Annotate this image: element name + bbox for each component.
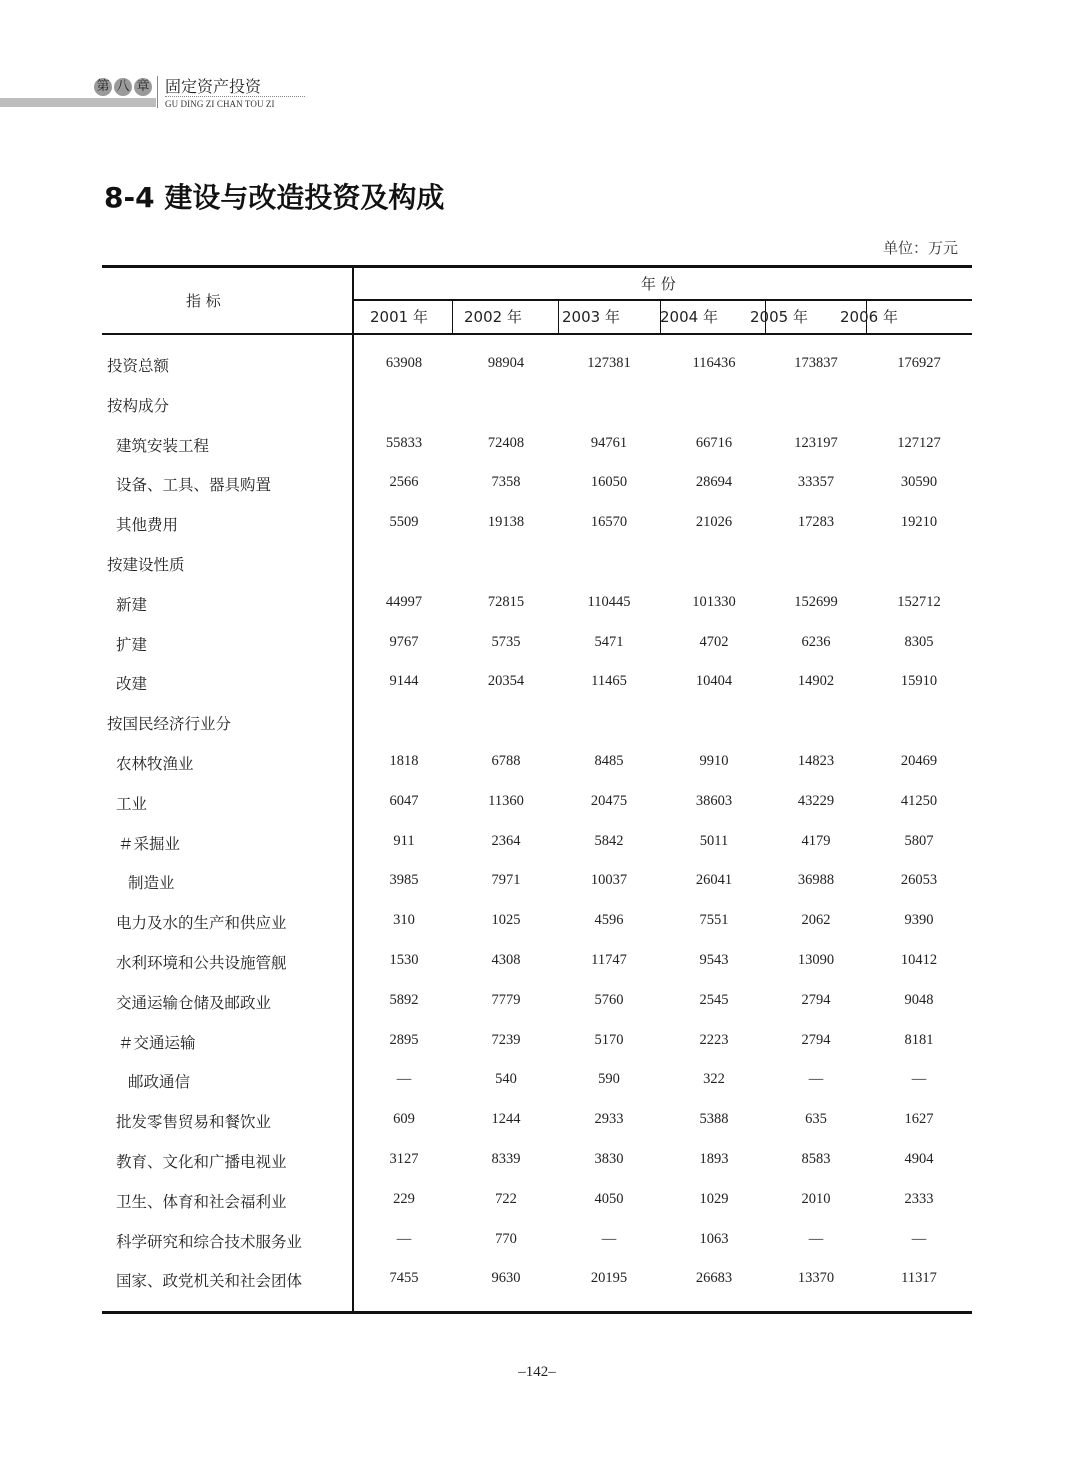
table-cell: 13370 (797, 1270, 835, 1287)
table-cell: 4308 (491, 952, 521, 968)
table-cell: 2566 (389, 474, 419, 491)
year-column-header: 2001 年 (370, 308, 428, 326)
table-cell: 5735 (491, 633, 521, 650)
unit-label: 单位：万元 (882, 239, 958, 257)
row-label: 设备、工具、器具购置 (116, 476, 272, 495)
row-label: 工业 (116, 794, 148, 813)
table-cell: 5170 (594, 1031, 624, 1048)
table-cell: 9910 (699, 753, 729, 769)
table-cell: 55833 (385, 434, 423, 451)
table-cell: 7779 (491, 991, 521, 1008)
table-cell: — (911, 1071, 927, 1088)
table-cell: 1893 (699, 1151, 729, 1167)
table-cell: 20195 (590, 1270, 628, 1287)
table-cell: 3830 (594, 1151, 624, 1167)
table-cell: 11360 (488, 792, 524, 809)
table-cell: 26041 (695, 872, 733, 889)
table-cell: 8339 (491, 1151, 521, 1167)
table-cell: 2223 (699, 1031, 729, 1048)
row-label: 批发零售贸易和餐饮业 (116, 1113, 272, 1132)
table-cell: 127127 (897, 434, 941, 451)
table-cell: 28694 (695, 474, 733, 491)
row-label: 农林牧渔业 (116, 755, 194, 773)
year-column-header: 2002 年 (464, 308, 522, 326)
table-cell: 44997 (385, 593, 423, 610)
table-cell: 310 (393, 912, 415, 929)
table-cell: 20469 (900, 753, 938, 769)
table-cell: 2933 (594, 1111, 624, 1128)
table-cell: 8305 (904, 633, 934, 650)
table-cell: 722 (495, 1190, 517, 1207)
row-label: 交通运输仓储及邮政业 (116, 993, 272, 1012)
year-header: 年 份 (641, 275, 676, 293)
table-cell: 4596 (594, 912, 624, 929)
table-cell: 127381 (587, 355, 631, 371)
section-pinyin: GU DING ZI CHAN TOU ZI (165, 99, 275, 109)
year-column-header: 2004 年 (660, 308, 718, 326)
table-cell: — (911, 1230, 927, 1247)
table-cell: 4179 (801, 832, 831, 849)
table-cell: 1244 (491, 1111, 521, 1128)
table-cell: 36988 (797, 872, 835, 889)
table-cell: 635 (805, 1111, 827, 1128)
table-cell: — (808, 1071, 824, 1088)
table-cell: 176927 (897, 355, 941, 371)
table-cell: 540 (495, 1071, 517, 1088)
chapter-badge (94, 78, 152, 96)
table-cell: 911 (393, 832, 415, 849)
table-cell: 7455 (389, 1270, 419, 1287)
year-column-header: 2005 年 (750, 308, 808, 326)
row-label: 其他费用 (116, 516, 179, 535)
table-cell: 98904 (487, 355, 525, 371)
table-cell: 1025 (491, 912, 521, 929)
year-header-rule (352, 299, 972, 301)
table-cell: 3985 (389, 872, 419, 889)
row-label: ＃交通运输 (118, 1033, 196, 1052)
chapter-char: 八 (114, 78, 132, 96)
table-cell: — (396, 1230, 412, 1247)
table-title: 8-4 建设与改造投资及构成 (104, 181, 445, 214)
table-cell: 41250 (900, 792, 938, 809)
table-cell: 9630 (491, 1270, 521, 1287)
table-cell: 2545 (699, 991, 729, 1008)
table-cell: 26683 (695, 1270, 733, 1287)
row-label: 国家、政党机关和社会团体 (116, 1272, 303, 1291)
table-cell: 770 (495, 1230, 517, 1247)
row-label: ＃采掘业 (118, 834, 181, 853)
table-cell: 322 (703, 1071, 725, 1088)
table-cell: 4904 (904, 1151, 934, 1167)
table-cell: 8583 (801, 1151, 831, 1167)
row-label: 建筑安装工程 (116, 436, 210, 455)
table-cell: 10037 (590, 872, 628, 889)
stub-divider (352, 266, 354, 1313)
table-cell: 17283 (797, 514, 835, 531)
table-cell: 19210 (900, 514, 938, 531)
row-label: 邮政通信 (128, 1073, 191, 1092)
table-cell: 7239 (491, 1031, 521, 1048)
table-cell: 2333 (904, 1190, 934, 1207)
table-cell: 6047 (389, 792, 419, 809)
year-column-header: 2003 年 (562, 308, 620, 326)
table-cell: 9144 (389, 673, 419, 690)
header-bar (0, 98, 156, 107)
row-label: 按构成分 (107, 396, 170, 415)
table-cell: 20354 (487, 673, 525, 690)
table-cell: 72815 (487, 593, 525, 610)
year-column-separator (558, 300, 559, 334)
table-cell: 5509 (389, 514, 419, 531)
table-cell: 609 (393, 1111, 415, 1128)
table-cell: 123197 (794, 434, 838, 451)
header-bottom-rule (102, 333, 972, 335)
table-cell: 11747 (591, 952, 627, 968)
row-label: 新建 (116, 595, 148, 614)
table-cell: 7971 (491, 872, 521, 889)
table-cell: 7551 (699, 912, 729, 929)
table-cell: 30590 (900, 474, 938, 491)
top-rule (102, 265, 972, 268)
table-cell: 5807 (904, 832, 934, 849)
row-label: 教育、文化和广播电视业 (116, 1153, 287, 1171)
table-cell: 94761 (590, 434, 628, 451)
table-cell: 2895 (389, 1031, 419, 1048)
table-cell: 1530 (389, 952, 419, 968)
table-cell: 8485 (594, 753, 624, 769)
table-cell: — (808, 1230, 824, 1247)
table-cell: 63908 (385, 355, 423, 371)
table-cell: 101330 (692, 593, 736, 610)
table-cell: 9048 (904, 991, 934, 1008)
row-label: 水利环境和公共设施管舰 (116, 954, 287, 972)
row-label: 改建 (116, 675, 148, 694)
row-label: 按建设性质 (107, 556, 185, 574)
year-column-separator (452, 300, 453, 334)
table-cell: 229 (393, 1190, 415, 1207)
table-cell: 16570 (590, 514, 628, 531)
table-cell: 10404 (695, 673, 733, 690)
table-cell: 6236 (801, 633, 831, 650)
table-cell: 6788 (491, 753, 521, 769)
table-cell: 11465 (591, 673, 627, 690)
row-label: 科学研究和综合技术服务业 (116, 1232, 303, 1251)
table-cell: 14902 (797, 673, 835, 690)
table-cell: 1818 (389, 753, 419, 769)
table-cell: 9390 (904, 912, 934, 929)
table-cell: 7358 (491, 474, 521, 491)
table-cell: 5388 (699, 1111, 729, 1128)
table-cell: 173837 (794, 355, 838, 371)
table-cell: 1627 (904, 1111, 934, 1128)
table-cell: 1029 (699, 1190, 729, 1207)
table-cell: 1063 (699, 1230, 729, 1247)
table-cell: 5011 (699, 832, 729, 849)
table-cell: 5892 (389, 991, 419, 1008)
table-cell: 13090 (797, 952, 835, 968)
table-cell: — (601, 1230, 617, 1247)
table-cell: 38603 (695, 792, 733, 809)
table-cell: 152712 (897, 593, 941, 610)
table-cell: 2794 (801, 1031, 831, 1048)
table-cell: 21026 (695, 514, 733, 531)
row-label: 卫生、体育和社会福利业 (116, 1192, 287, 1211)
page-number: –142– (518, 1364, 556, 1380)
table-cell: 152699 (794, 593, 838, 610)
row-label: 电力及水的生产和供应业 (116, 914, 287, 933)
table-cell: 110445 (587, 593, 631, 610)
table-cell: 5842 (594, 832, 624, 849)
section-title: 固定资产投资 (165, 77, 262, 96)
row-label: 投资总额 (107, 357, 170, 375)
table-cell: 26053 (900, 872, 938, 889)
chapter-char: 第 (94, 78, 112, 96)
table-cell: 2794 (801, 991, 831, 1008)
table-cell: 15910 (900, 673, 938, 690)
table-cell: 10412 (900, 952, 938, 968)
header-divider (157, 76, 158, 108)
table-cell: 2364 (491, 832, 521, 849)
table-cell: — (396, 1071, 412, 1088)
header-dotted-line (165, 96, 305, 97)
table-cell: 9543 (699, 952, 729, 968)
table-cell: 72408 (487, 434, 525, 451)
row-label: 制造业 (128, 874, 175, 893)
table-cell: 116436 (692, 355, 736, 371)
chapter-char: 章 (134, 78, 152, 96)
table-cell: 14823 (797, 753, 835, 769)
bottom-rule (102, 1311, 972, 1314)
table-cell: 20475 (590, 792, 628, 809)
year-column-header: 2006 年 (840, 308, 898, 326)
table-cell: 9767 (389, 633, 419, 650)
table-cell: 590 (598, 1071, 620, 1088)
table-cell: 19138 (487, 514, 525, 531)
table-cell: 4050 (594, 1190, 624, 1207)
table-cell: 2062 (801, 912, 831, 929)
table-cell: 4702 (699, 633, 729, 650)
table-cell: 66716 (695, 434, 733, 451)
row-label: 扩建 (116, 635, 148, 654)
row-label: 按国民经济行业分 (107, 715, 232, 734)
table-cell: 11317 (901, 1270, 937, 1287)
table-cell: 5471 (594, 633, 624, 650)
table-cell: 43229 (797, 792, 835, 809)
indicator-header: 指 标 (186, 292, 221, 310)
table-cell: 5760 (594, 991, 624, 1008)
table-cell: 8181 (904, 1031, 934, 1048)
table-cell: 2010 (801, 1190, 831, 1207)
table-cell: 16050 (590, 474, 628, 491)
table-cell: 3127 (389, 1151, 419, 1167)
table-cell: 33357 (797, 474, 835, 491)
